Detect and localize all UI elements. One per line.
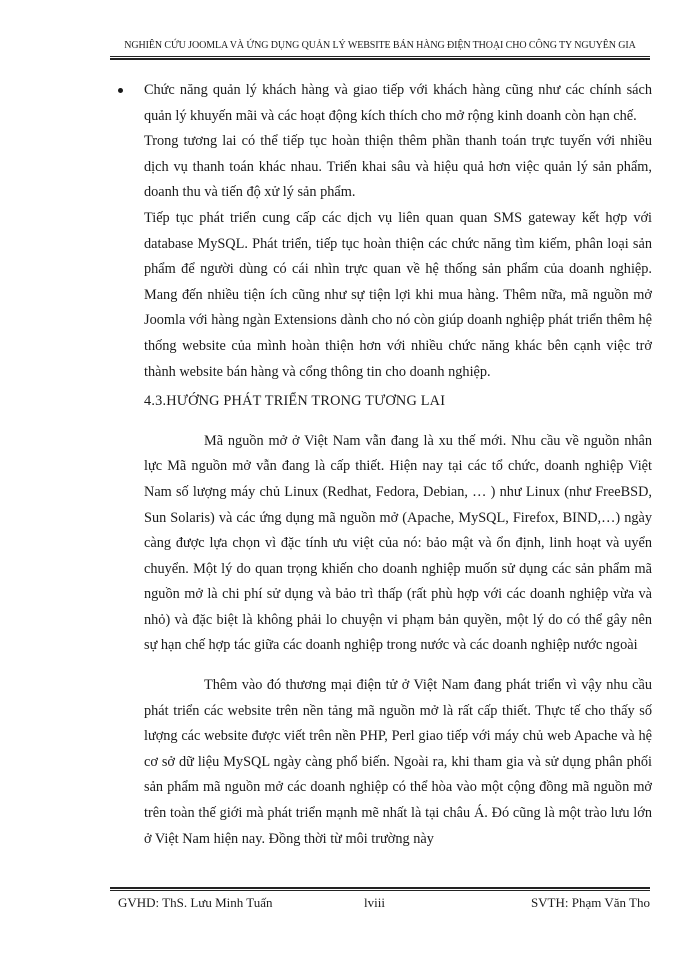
page-header-title: NGHIÊN CỨU JOOMLA VÀ ỨNG DỤNG QUẢN LÝ WEBSITE BÁN HÀNG ĐIỆN THOẠI CHO CÔNG TY NGUYÊN GIA (124, 40, 636, 51)
header-divider (110, 56, 650, 60)
paragraph-future-services: Tiếp tục phát triển cung cấp các dịch vụ liên quan quan SMS gateway kết hợp với database MySQL. Phát triển, tiếp tục hoàn thiện các chức năng tìm kiếm, phân loại sản phẩm để người dùng có cái nhìn trực quan về hệ thống sản phẩm của doanh nghiệp. Mang đến nhiều tiện ích cũng như sự tiện lợi khi mua hàng. Thêm nữa, mã nguồn mở Joomla với hàng ngàn Extensions dành cho nó còn giúp doanh nghiệp phát triển thêm hệ thống website của mình hoàn thiện hơn với nhiều chức năng khác bên cạnh việc trở thành website bán hàng và cổng thông tin cho doanh nghiệp. (144, 209, 652, 380)
paragraph-open-source: Mã nguồn mở ở Việt Nam vẫn đang là xu thế mới. Nhu cầu về nguồn nhân lực Mã nguồn mở vẫn đang là cấp thiết. Hiện nay tại các tổ chức, doanh nghiệp Việt Nam số lượng máy chủ Linux (Redhat, Fedora, Debian, … ) như Linux (như FreeBSD, Sun Solaris) và các ứng dụng mã nguồn mở (Apache, MySQL, Firefox, BIND,…) ngày càng được lựa chọn vì đặc tính ưu việt của nó: bảo mật và ổn định, linh hoạt và uyển chuyển. Một lý do quan trọng khiến cho doanh nghiệp muốn sử dụng các sản phẩm mã nguồn mở là chi phí sử dụng và bảo trì thấp (rất phù hợp với các doanh nghiệp vừa và nhỏ) và đặc biệt là không phải lo chuyện vi phạm bản quyền, một lý do có thể gây nên sự hạn chế hợp tác giữa các doanh nghiệp trong nước và các doanh nghiệp nước ngoài (144, 432, 652, 654)
footer-advisor: GVHD: ThS. Lưu Minh Tuấn (118, 895, 273, 910)
bullet-text: Chức năng quản lý khách hàng và giao tiếp với khách hàng cũng như các chính sách quản lý khuyến mãi và các hoạt động kích thích cho mở rộng kinh doanh còn hạn chế. (144, 82, 652, 124)
paragraph-future-payment: Trong tương lai có thể tiếp tục hoàn thiện thêm phần thanh toán trực tuyến với nhiều dịch vụ thanh toán khác nhau. Triển khai sâu và hiệu quả hơn việc quản lý sản phẩm, doanh thu và tiến độ xử lý sản phẩm. (144, 133, 652, 201)
footer-divider (110, 887, 650, 891)
bullet-item (118, 78, 652, 129)
section-heading: 4.3.HƯỚNG PHÁT TRIỂN TRONG TƯƠNG LAI (144, 393, 446, 410)
paragraph-ecommerce: Thêm vào đó thương mại điện tử ở Việt Nam đang phát triển vì vậy nhu cầu phát triển các website trên nền tảng mã nguồn mở là rất cấp thiết. Thực tế cho thấy số lượng các website được viết trên nền PHP, Perl giao tiếp với máy chủ web Apache và hệ cơ sở dữ liệu MySQL ngày càng phổ biến. Ngoài ra, khi tham gia và sử dụng phân phối sản phẩm mã nguồn mở các doanh nghiệp có thể hòa vào một cộng đồng mã nguồn mở trên toàn thế giới mà phát triển mạnh mẽ nhất là tại châu Á. Đó cũng là một trào lưu lớn ở Việt Nam hiện nay. Đồng thời từ môi trường này (144, 677, 652, 847)
footer-student: SVTH: Phạm Văn Tho (530, 895, 650, 910)
footer-page-number: lviii (364, 895, 385, 910)
bullet-icon (118, 88, 123, 93)
document-body (118, 78, 652, 852)
